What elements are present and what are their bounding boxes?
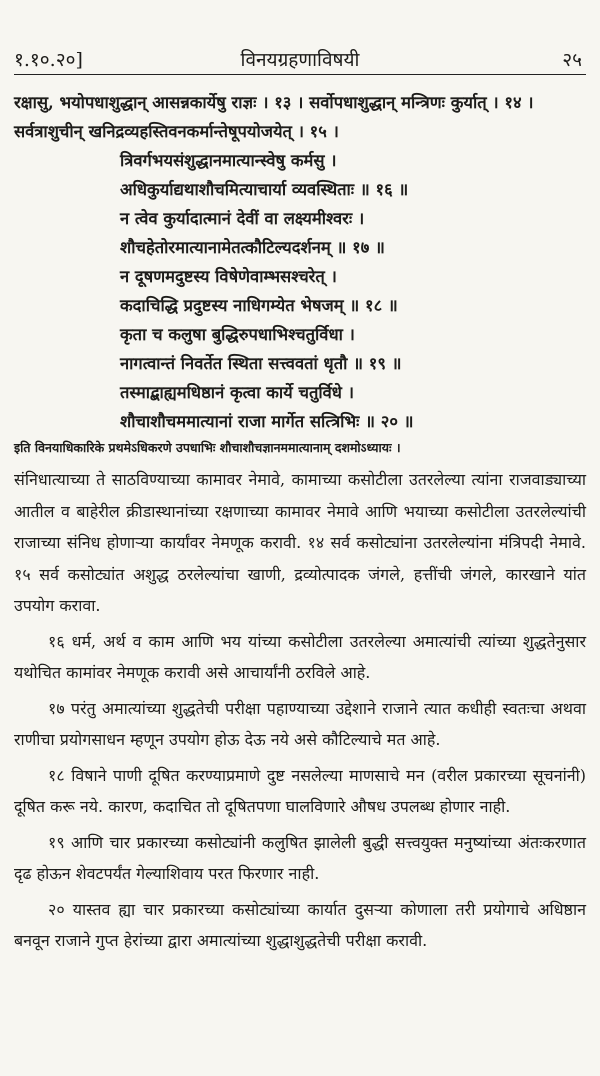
- verse-line: त्रिवर्गभयसंशुद्धानमात्यान्स्वेषु कर्मसु ।: [120, 151, 337, 170]
- sanskrit-prose: रक्षासु, भयोपधाशुद्धान् आसन्नकार्येषु राज्ञः । १३ । सर्वोपधाशुद्धान् मन्त्रिणः कुर्यात् । १४ । सर्वत्राशुचीन् खनिद्रव्यहस्तिवनकर्मान्तेषूपयोजयेत् । १५ ।: [14, 93, 534, 141]
- verse-line: नागत्वान्तं निवर्तेत स्थिता सत्त्ववतां धृतौ ॥ १९ ॥: [120, 354, 402, 373]
- verse-line: तस्माद्बाह्यमधिष्ठानं कृत्वा कार्ये चतुर्विधे ।: [120, 383, 354, 402]
- header-rule: [14, 74, 586, 75]
- translation-paragraph: १७ परंतु अमात्यांच्या शुद्धतेची परीक्षा पहाण्याच्या उद्देशाने राजाने त्यात कधीही स्वतःचा अथवा राणीचा प्रयोगसाधन म्हणून उपयोग होऊ देऊ नये असे कौटिल्याचे मत आहे.: [14, 698, 586, 749]
- section-reference: १.१०.२०]: [14, 49, 83, 71]
- verse-line: कदाचिद्धि प्रदुष्टस्य नाधिगम्येत भेषजम् ॥ १८ ॥: [120, 296, 398, 315]
- verse-line: कृता च कलुषा बुद्धिरुपधाभिश्चतुर्विधा ।: [120, 325, 355, 344]
- translation-paragraph: २० यास्तव ह्या चार प्रकारच्या कसोट्यांच्या कार्यात दुसऱ्या कोणाला तरी प्रयोगाचे अधिष्ठान बनवून राजाने गुप्त हेरांच्या द्वारा अमात्यांच्या शुद्धाशुद्धतेची परीक्षा करावी.: [14, 899, 586, 950]
- translation-paragraph: संनिधात्याच्या ते साठविण्याच्या कामावर नेमावे, कामाच्या कसोटीला उतरलेल्या त्यांना राजवाड्याच्या आतील व बाहेरील क्रीडास्थानांच्या रक्षणाच्या कामावर नेमावे आणि भयाच्या कसोटीला उतरलेल्यांची राजाच्या संनिध होणाऱ्या कार्यांवर नेमणूक करावी. १४ सर्व कसोट्यांना उतरलेल्यांना मंत्रिपदी नेमावे. १५ सर्व कसोट्यांत अशुद्ध ठरलेल्यांचा खाणी, द्रव्योत्पादक जंगले, हत्तींची जंगले, कारखाने यांत उपयोग करावा.: [14, 470, 586, 615]
- translation-paragraph: १८ विषाने पाणी दूषित करण्याप्रमाणे दुष्ट नसलेल्या माणसाचे मन (वरील प्रकारच्या सूचनांनी) दूषित करू नये. कारण, कदाचित तो दूषितपणा घालविणारे औषध उपलब्ध होणार नाही.: [14, 765, 586, 816]
- verse-line: अधिकुर्याद्यथाशौचमित्याचार्या व्यवस्थिताः ॥ १६ ॥: [120, 180, 409, 199]
- running-title: विनयग्रहणाविषयी: [240, 49, 360, 71]
- verse-line: शौचाशौचममात्यानां राजा मार्गेत सत्त्रिभिः ॥ २० ॥: [120, 412, 414, 431]
- verse-line: शौचहेतोरमात्यानामेतत्कौटिल्यदर्शनम् ॥ १७ ॥: [120, 238, 385, 257]
- chapter-colophon: इति विनयाधिकारिके प्रथमेऽधिकरणे उपधाभिः शौचाशौचज्ञानममात्यानाम् दशमोऽध्यायः ।: [14, 440, 401, 455]
- page-number: २५: [562, 49, 582, 71]
- running-header: [14, 46, 586, 72]
- page-body: [14, 88, 586, 957]
- verse-line: न दूषणमदुष्टस्य विषेणेवाम्भसश्चरेत् ।: [120, 267, 337, 286]
- translation-paragraph: १६ धर्म, अर्थ व काम आणि भय यांच्या कसोटीला उतरलेल्या अमात्यांची त्यांच्या शुद्धतेनुसार यथोचित कामांवर नेमणूक करावी असे आचार्यांनी ठरविले आहे.: [14, 631, 586, 682]
- verse-line: न त्वेव कुर्यादात्मानं देवीं वा लक्ष्यमीश्वरः ।: [120, 209, 365, 228]
- translation-paragraph: १९ आणि चार प्रकारच्या कसोट्यांनी कलुषित झालेली बुद्धी सत्त्वयुक्त मनुष्यांच्या अंतःकरणात दृढ होऊन शेवटपर्यंत गेल्याशिवाय परत फिरणार नाही.: [14, 832, 586, 883]
